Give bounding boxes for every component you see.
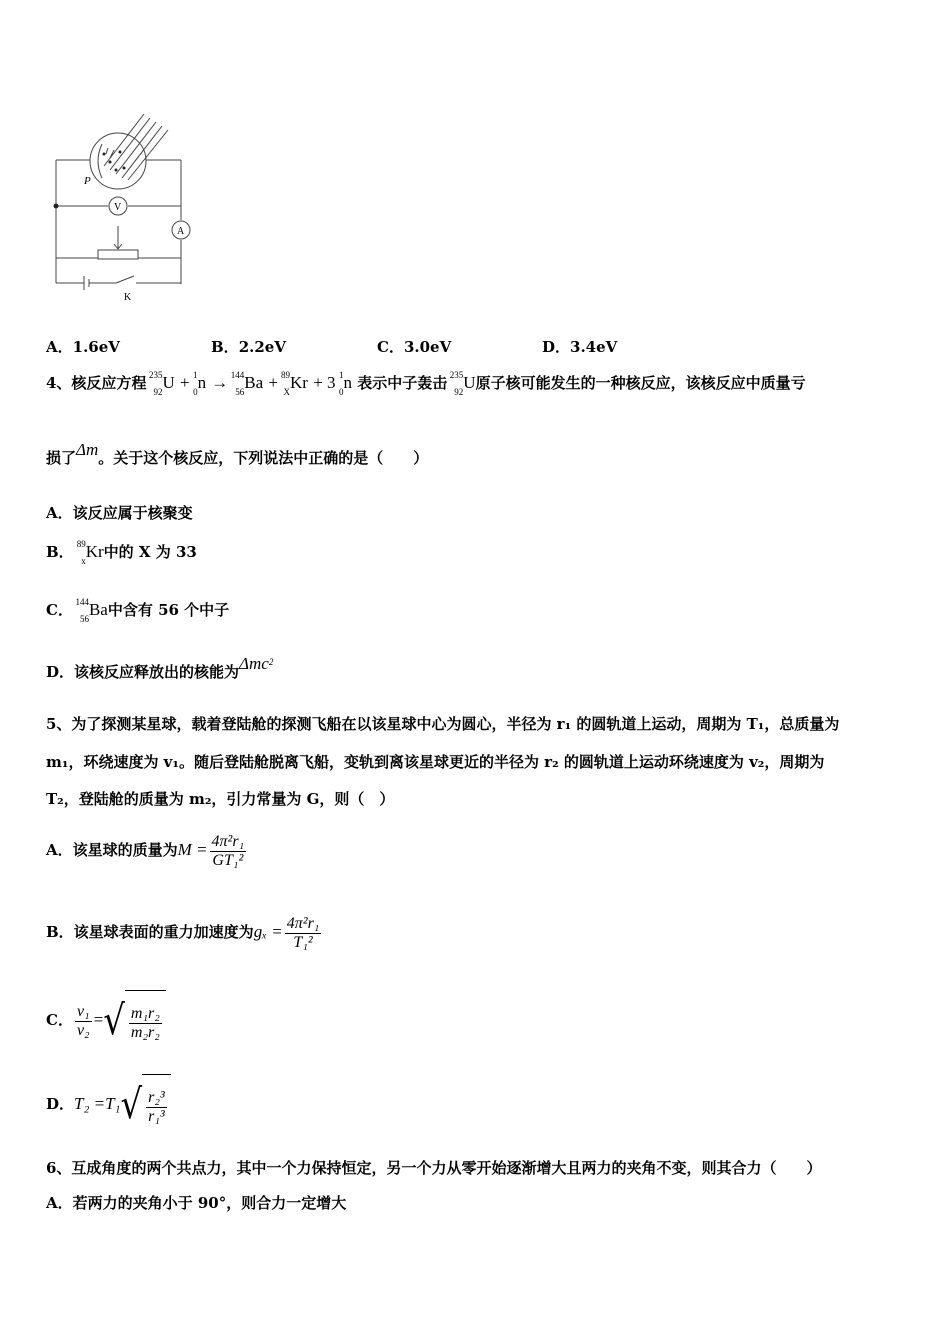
- label-a: A: [177, 226, 185, 237]
- q5-stem-line2: m₁，环绕速度为 v₁。随后登陆舱脱离飞船，变轨到离该星球更近的半径为 r₂ 的圆轨道上运动环绕速度为 v₂，周期为: [46, 753, 825, 771]
- q5-option-c: C． $\frac{\text{v₁}}{\text{v₂}}$ = √ $\frac{\text{m₁r₂}}{\text{m₂r₂}}$: [46, 990, 166, 1050]
- q3-option-b: B．2.2eV: [211, 338, 286, 356]
- q6-option-a: A．若两力的夹角小于 90°，则合力一定增大: [46, 1194, 347, 1212]
- label-v: V: [114, 202, 122, 213]
- q5-stem-line3: T₂，登陆舱的质量为 m₂，引力常量为 G，则（ ）: [46, 790, 395, 808]
- label-p: P: [84, 175, 91, 187]
- q6-stem: 6、互成角度的两个共点力，其中一个力保持恒定，另一个力从零开始逐渐增大且两力的夹角不变，则其合力（ ）: [46, 1159, 822, 1177]
- q3-option-d: D．3.4eV: [542, 338, 618, 356]
- q4-stem-line2: 损了Δm。关于这个核反应，下列说法中正确的是（ ）: [46, 440, 429, 467]
- q4-option-c: C． 144 56 Ba中含有 56 个中子: [46, 597, 230, 624]
- q5-option-d: D．T₂ =T₁ √ $\frac{\text{r₂³}}{\text{r₁³}}$: [46, 1074, 171, 1134]
- q5-option-b: B．该星球表面的重力加速度为gₓ = $\frac{\text{4π²r₁}}{\text{T₁²}}$: [46, 914, 320, 951]
- isotope-u: 235 92: [148, 370, 163, 397]
- q5-option-a: A．该星球的质量为M = $\frac{\text{4π²r₁}}{\text{GT₁²}}$: [46, 832, 245, 869]
- q4-option-a: A．该反应属于核聚变: [46, 504, 193, 522]
- q3-option-c: C．3.0eV: [377, 338, 452, 356]
- q4-option-d: D．该核反应释放出的核能为Δmc$^2$: [46, 654, 274, 681]
- q5-stem-line1: 5、为了探测某星球，载着登陆舱的探测飞船在以该星球中心为圆心，半径为 r₁ 的圆轨道上运动，周期为 T₁，总质量为: [46, 715, 840, 733]
- q3-option-a: A．1.6eV: [46, 338, 120, 356]
- label-k: K: [124, 292, 132, 303]
- q4-option-b: B． 89 x Kr中的 X 为 33: [46, 539, 197, 566]
- q4-stem-line1: 4、核反应方程 235 92 U + 1 0 n → 144 56 Ba + 89 X Kr + 3 1 0 n 表示中子轰击 235 92 U原子核可能发生的一种核反应，该核反应中质量亏: [46, 370, 806, 397]
- circuit-diagram: [44, 108, 194, 308]
